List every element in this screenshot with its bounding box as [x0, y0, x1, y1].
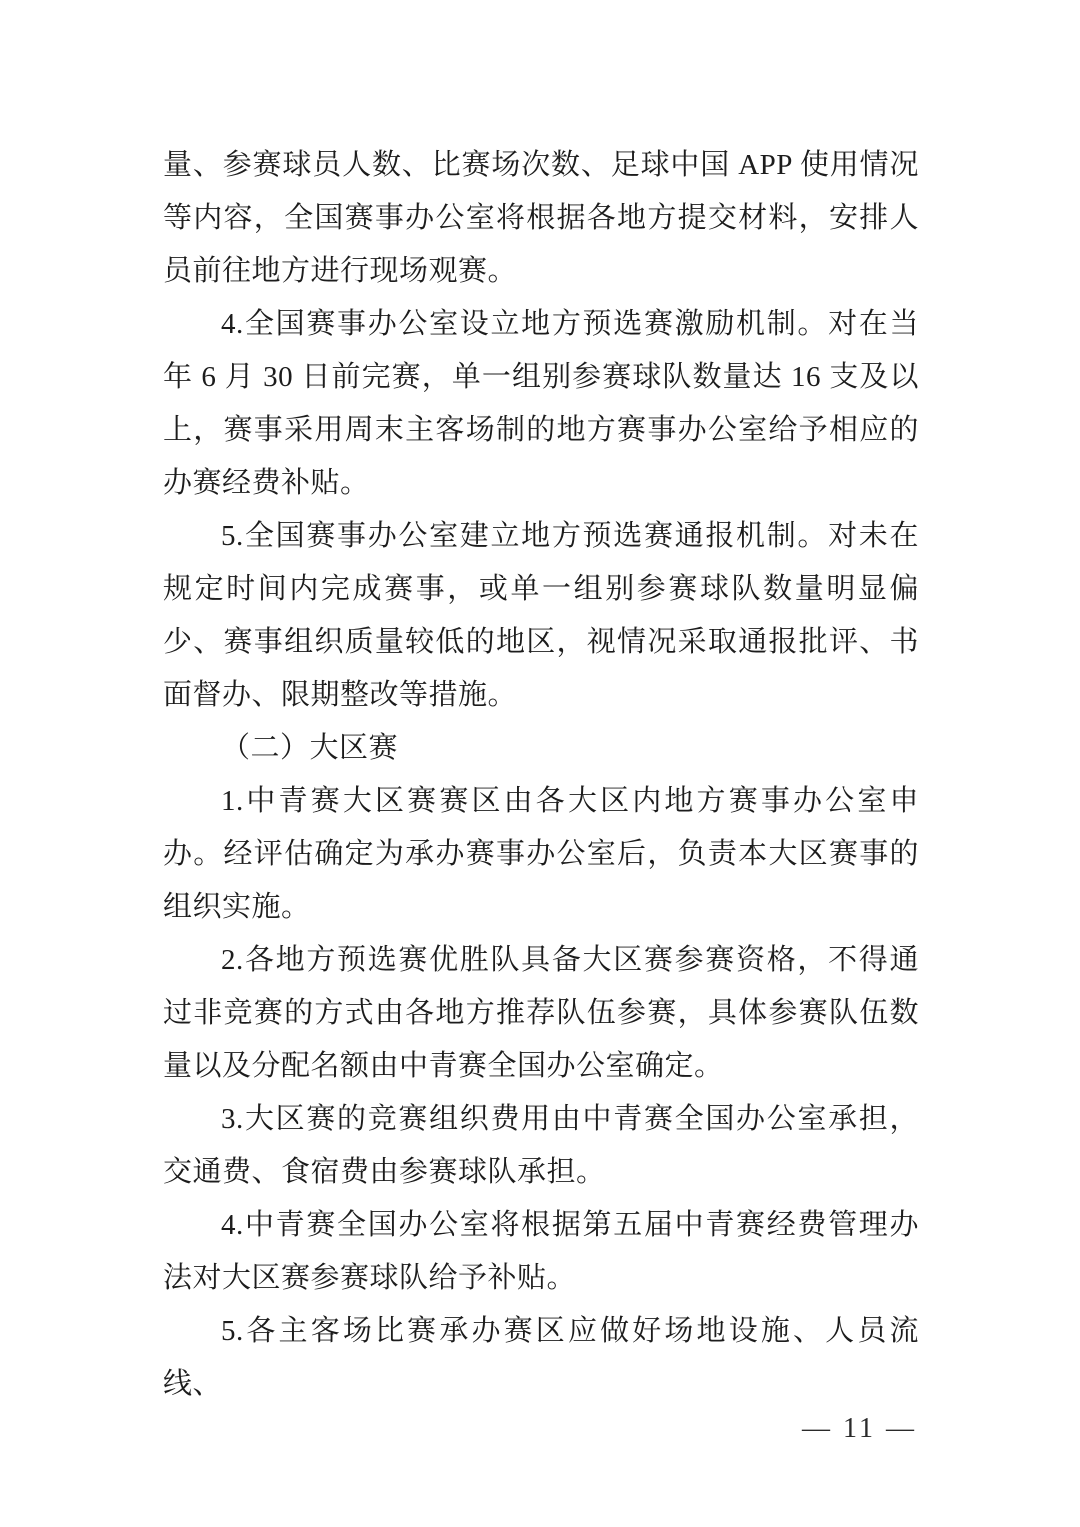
section-heading-regional: （二）大区赛	[221, 732, 399, 764]
paragraph-item-4-local: 4.全国赛事办公室设立地方预选赛激励机制。对在当年 6 月 30 日前完赛，单一组别参赛球队数量达 16 支及以上，赛事采用周末主客场制的地方赛事办公室给予相应的办赛经费补贴。	[163, 308, 919, 499]
paragraph-continuation: 量、参赛球员人数、比赛场次数、足球中国 APP 使用情况等内容，全国赛事办公室将根据各地方提交材料，安排人员前往地方进行现场观赛。	[163, 149, 919, 287]
paragraph-item-1-regional: 1.中青赛大区赛赛区由各大区内地方赛事办公室申办。经评估确定为承办赛事办公室后，负责本大区赛事的组织实施。	[163, 785, 919, 923]
document-body	[163, 0, 919, 1411]
page-number: — 11 —	[802, 1413, 917, 1444]
paragraph-item-4-regional: 4.中青赛全国办公室将根据第五届中青赛经费管理办法对大区赛参赛球队给予补贴。	[163, 1209, 919, 1294]
paragraph-item-5-regional: 5.各主客场比赛承办赛区应做好场地设施、人员流线、	[163, 1315, 919, 1400]
paragraph-item-5-local: 5.全国赛事办公室建立地方预选赛通报机制。对未在规定时间内完成赛事，或单一组别参赛球队数量明显偏少、赛事组织质量较低的地区，视情况采取通报批评、书面督办、限期整改等措施。	[163, 520, 919, 711]
paragraph-item-2-regional: 2.各地方预选赛优胜队具备大区赛参赛资格，不得通过非竞赛的方式由各地方推荐队伍参赛，具体参赛队伍数量以及分配名额由中青赛全国办公室确定。	[163, 944, 919, 1082]
paragraph-item-3-regional: 3.大区赛的竞赛组织费用由中青赛全国办公室承担，交通费、食宿费由参赛球队承担。	[163, 1103, 919, 1188]
